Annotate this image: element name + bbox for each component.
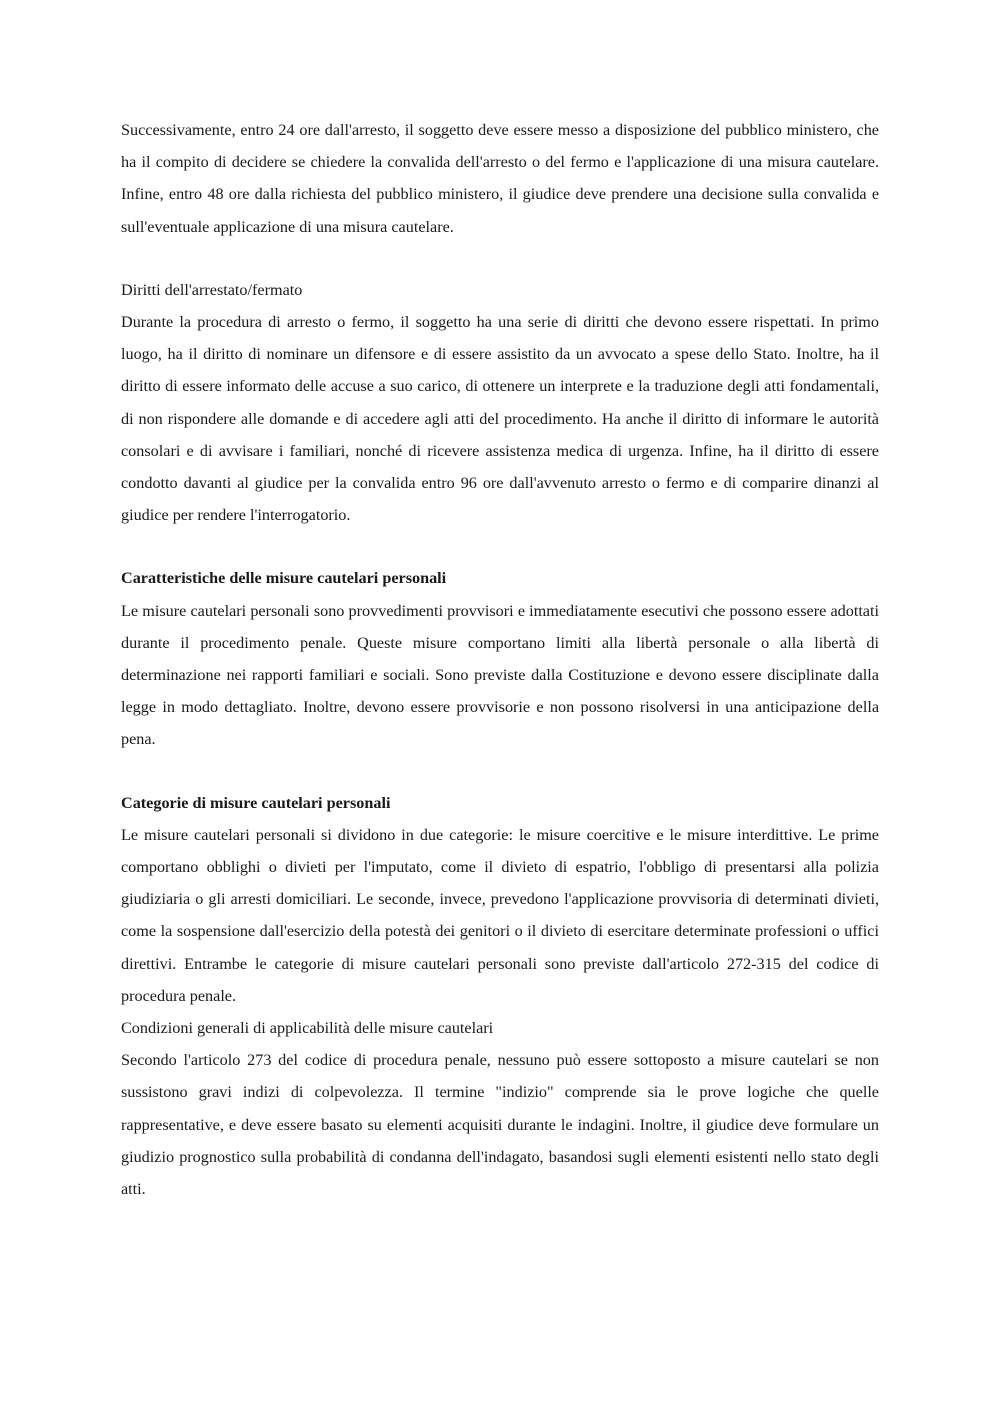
paragraph-rights: Durante la procedura di arresto o fermo, il soggetto ha una serie di diritti che devono essere rispettati. In primo luogo, ha il diritto di nominare un difensore e di essere assistito da un avvocato a spese dello Stato. Inoltre, ha il diritto di essere informato delle accuse a suo carico, di ottenere un interprete e la traduzione degli atti fondamentali, di non rispondere alle domande e di accedere agli atti del procedimento. Ha anche il diritto di informare le autorità consolari e di avvisare i familiari, nonché di ricevere assistenza medica di urgenza. Infine, ha il diritto di essere condotto davanti al giudice per la convalida entro 96 ore dall'avvenuto arresto o fermo e di comparire dinanzi al giudice per rendere l'interrogatorio. (121, 313, 879, 525)
paragraph-categories: Le misure cautelari personali si dividono in due categorie: le misure coercitive e le misure interdittive. Le prime comportano obblighi o divieti per l'imputato, come il divieto di espatrio, l'obbligo di presentarsi alla polizia giudiziaria o gli arresti domiciliari. Le seconde, invece, prevedono l'applicazione provvisoria di determinati divieti, come la sospensione dall'esercizio della potestà dei genitori o il divieto di esercitare determinate professioni o uffici direttivi. Entrambe le categorie di misure cautelari personali sono previste dall'articolo 272-315 del codice di procedura penale. (121, 825, 879, 1005)
paragraph-spacer (121, 756, 879, 787)
document-page (121, 114, 879, 1205)
section-heading-categories: Categorie di misure cautelari personali (121, 793, 391, 812)
paragraph-conditions: Secondo l'articolo 273 del codice di procedura penale, nessuno può essere sottoposto a misure cautelari se non sussistono gravi indizi di colpevolezza. Il termine "indizio" comprende sia le prove logiche che quelle rappresentative, e deve essere basato su elementi acquisiti durante le indagini. Inoltre, il giudice deve formulare un giudizio prognostico sulla probabilità di condanna dell'indagato, basandosi sugli elementi esistenti nello stato degli atti. (121, 1051, 879, 1199)
paragraph-arrest-timeline: Successivamente, entro 24 ore dall'arresto, il soggetto deve essere messo a disposizione del pubblico ministero, che ha il compito di decidere se chiedere la convalida dell'arresto o del fermo e l'applicazione di una misura cautelare. Infine, entro 48 ore dalla richiesta del pubblico ministero, il giudice deve prendere una decisione sulla convalida e sull'eventuale applicazione di una misura cautelare. (121, 121, 879, 236)
paragraph-spacer (121, 531, 879, 562)
section-heading-conditions: Condizioni generali di applicabilità delle misure cautelari (121, 1019, 494, 1038)
paragraph-spacer (121, 243, 879, 274)
section-heading-rights: Diritti dell'arrestato/fermato (121, 280, 303, 299)
paragraph-characteristics: Le misure cautelari personali sono provvedimenti provvisori e immediatamente esecutivi che possono essere adottati durante il procedimento penale. Queste misure comportano limiti alla libertà personale o alla libertà di determinazione nei rapporti familiari e sociali. Sono previste dalla Costituzione e devono essere disciplinate dalla legge in modo dettagliato. Inoltre, devono essere provvisorie e non possono risolversi in una anticipazione della pena. (121, 601, 879, 749)
section-heading-characteristics: Caratteristiche delle misure cautelari personali (121, 569, 447, 588)
